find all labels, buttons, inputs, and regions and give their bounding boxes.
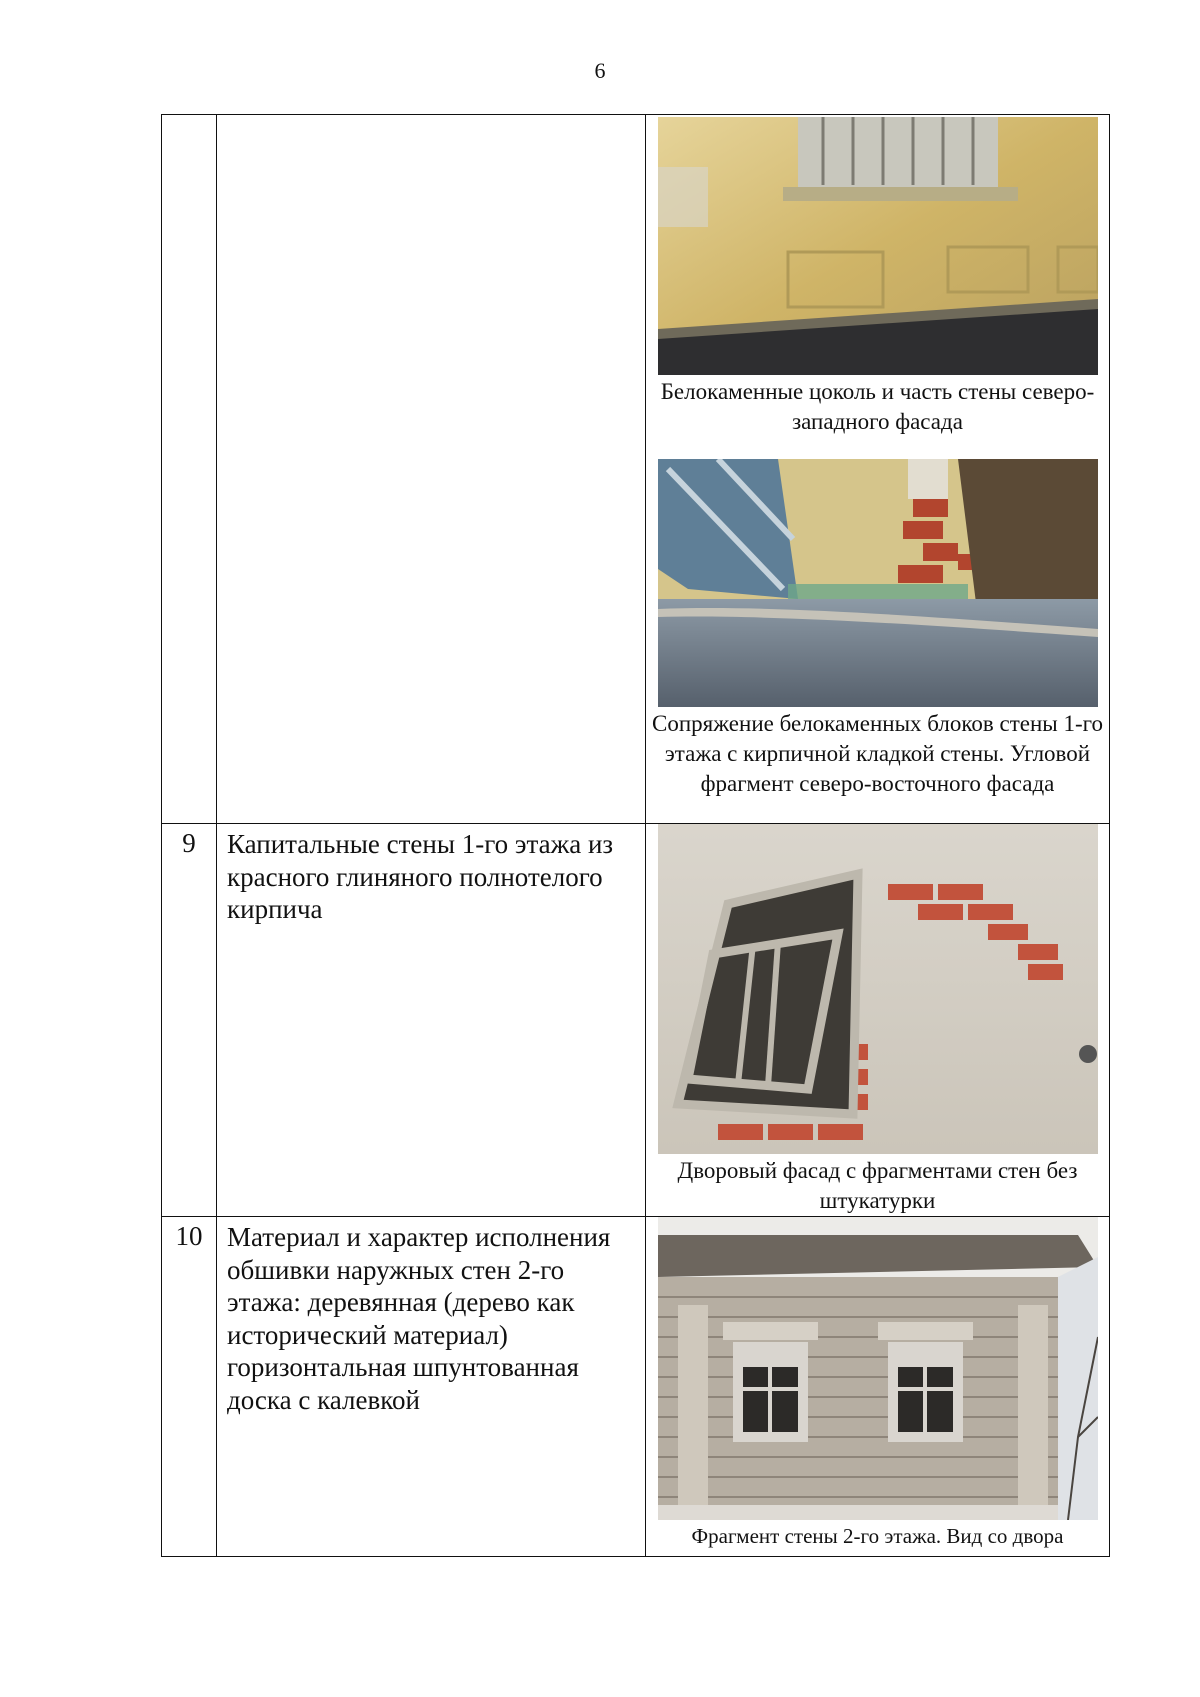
row-description: Материал и характер исполнения обшивки наружных стен 2-го этажа: деревянная (дерево как исторический материал) горизонтальная шпунтованная доска с калевкой <box>217 1217 646 1557</box>
photo-caption: Фрагмент стены 2-го этажа. Вид со двора <box>691 1524 1064 1548</box>
table-row <box>162 1217 1110 1557</box>
row-number <box>162 115 217 824</box>
table-row <box>162 115 1110 824</box>
photo-cell <box>646 115 1110 824</box>
photo-caption: Белокаменные цоколь и часть стены северо-западного фасада <box>660 379 1095 434</box>
photo-second-floor-wall <box>658 1217 1098 1520</box>
features-table <box>161 114 1110 1557</box>
row-number: 10 <box>162 1217 217 1557</box>
photo-courtyard-facade <box>658 824 1098 1154</box>
table-row <box>162 824 1110 1217</box>
photo-cell <box>646 1217 1110 1557</box>
photo-corner-northeast-facade <box>658 459 1098 707</box>
photo-plinth-northwest-facade <box>658 117 1098 375</box>
page-number: 6 <box>594 58 606 83</box>
row-description: Капитальные стены 1-го этажа из красного глиняного полнотелого кирпича <box>217 824 646 1217</box>
row-description <box>217 115 646 824</box>
photo-cell <box>646 824 1110 1217</box>
row-number: 9 <box>162 824 217 1217</box>
photo-caption: Сопряжение белокаменных блоков стены 1-го этажа с кирпичной кладкой стены. Угловой фрагмент северо-восточного фасада <box>651 711 1104 796</box>
photo-caption: Дворовый фасад с фрагментами стен без штукатурки <box>677 1158 1078 1213</box>
